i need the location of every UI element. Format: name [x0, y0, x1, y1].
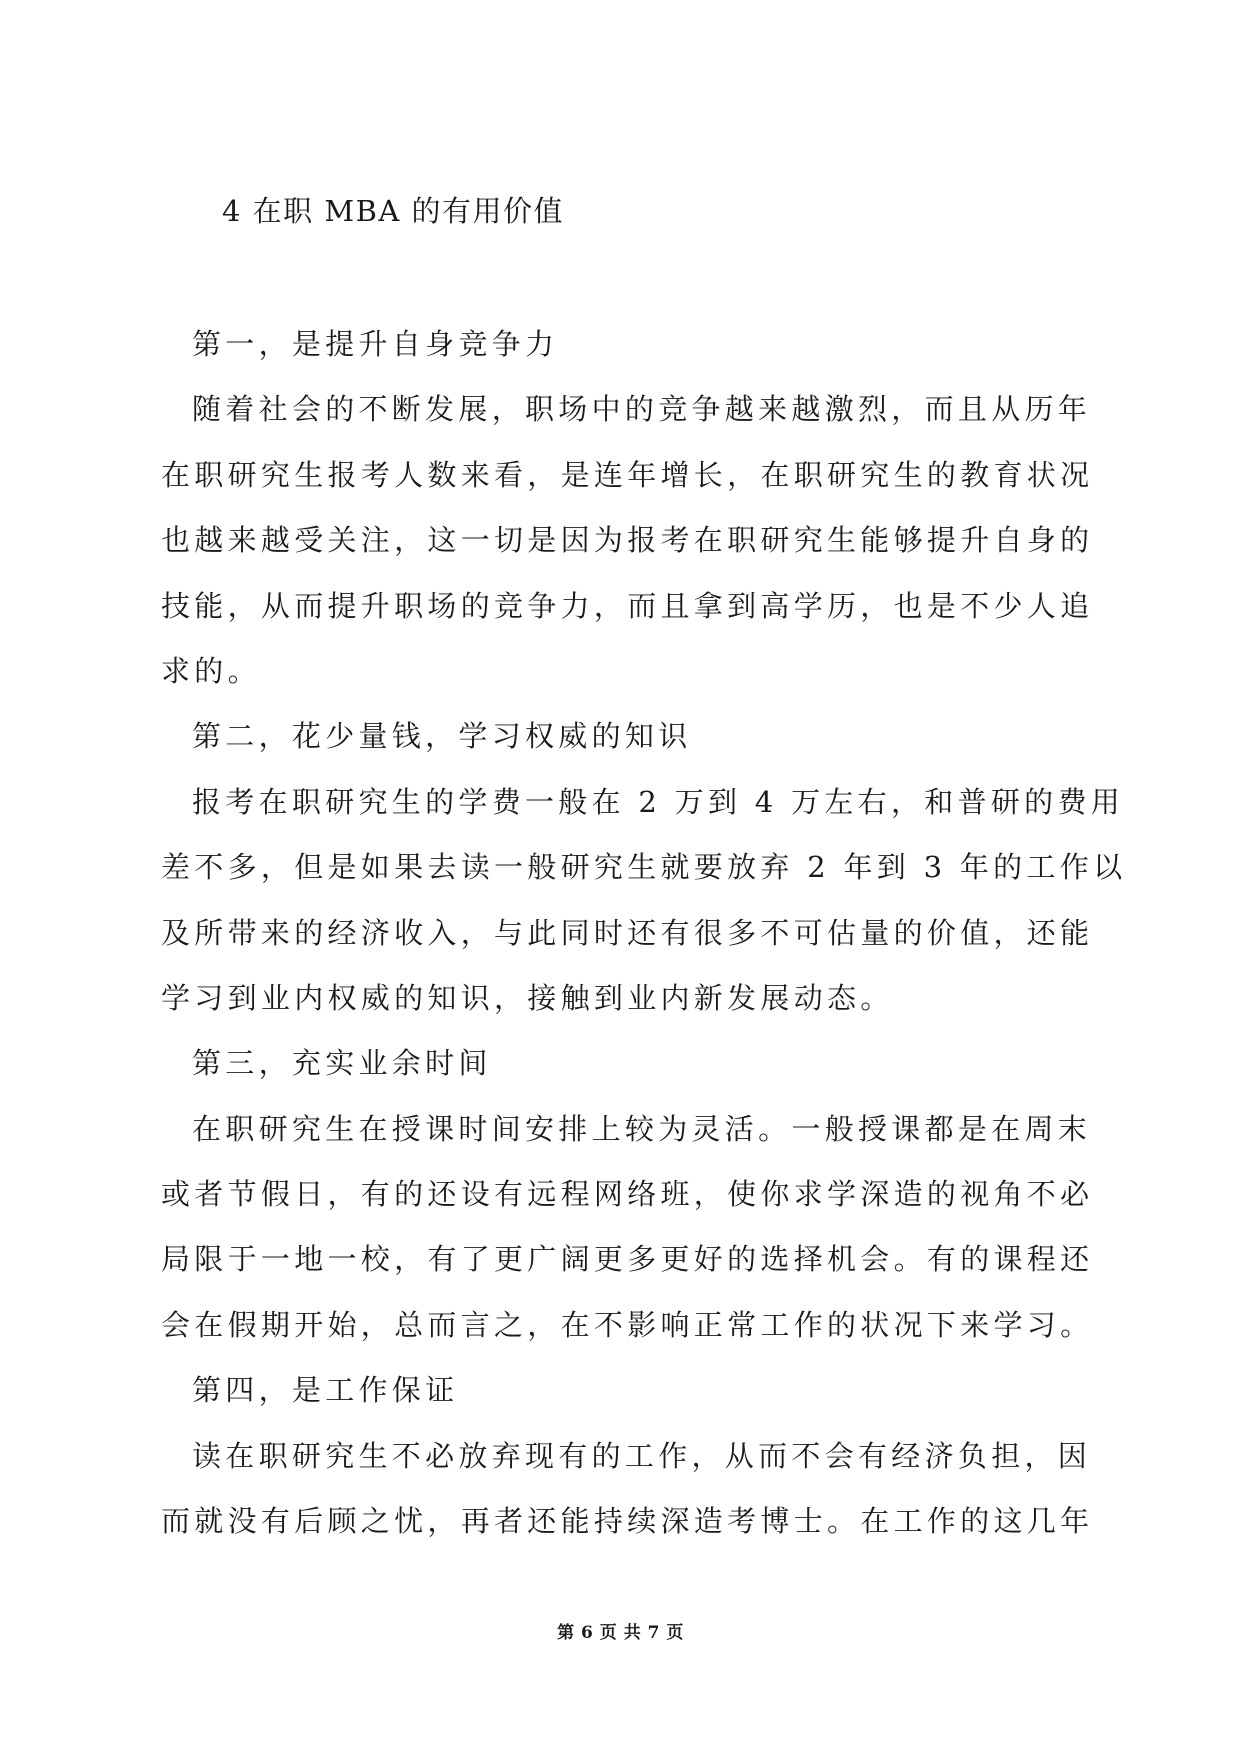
- section-heading: 第一，是提升自身竞争力: [192, 327, 559, 361]
- body-line: 求的。: [161, 653, 261, 688]
- body-line: 读在职研究生不必放弃现有的工作，从而不会有经济负担，因: [192, 1438, 1092, 1473]
- body-line: 随着社会的不断发展，职场中的竞争越来越激烈，而且从历年: [192, 392, 1092, 427]
- body-line: 在职研究生报考人数来看，是连年增长，在职研究生的教育状况: [161, 457, 1094, 492]
- body-line: 或者节假日，有的还设有远程网络班，使你求学深造的视角不必: [161, 1177, 1094, 1212]
- body-line: 差不多，但是如果去读一般研究生就要放弃 2 年到 3 年的工作以: [161, 850, 1127, 885]
- body-line: 学习到业内权威的知识，接触到业内新发展动态。: [161, 980, 894, 1015]
- body-line: 也越来越受关注，这一切是因为报考在职研究生能够提升自身的: [161, 523, 1094, 558]
- body-line: 及所带来的经济收入，与此同时还有很多不可估量的价值，还能: [161, 915, 1094, 950]
- page-footer: 第 6 页 共 7 页: [557, 1623, 684, 1643]
- section-heading: 第二，花少量钱，学习权威的知识: [192, 719, 692, 754]
- document-body: [161, 312, 1127, 1554]
- body-line: 报考在职研究生的学费一般在 2 万到 4 万左右，和普研的费用: [192, 784, 1125, 819]
- section-heading: 第四，是工作保证: [192, 1373, 459, 1408]
- body-line: 在职研究生在授课时间安排上较为灵活。一般授课都是在周末: [192, 1111, 1092, 1146]
- body-line: 会在假期开始，总而言之，在不影响正常工作的状况下来学习。: [161, 1307, 1094, 1342]
- body-line: 技能，从而提升职场的竞争力，而且拿到高学历，也是不少人追: [161, 588, 1094, 623]
- section-heading: 第三，充实业余时间: [192, 1046, 492, 1081]
- document-title: 4 在职 MBA 的有用价值: [222, 194, 565, 228]
- body-line: 而就没有后顾之忧，再者还能持续深造考博士。在工作的这几年: [161, 1504, 1094, 1539]
- body-line: 局限于一地一校，有了更广阔更多更好的选择机会。有的课程还: [161, 1242, 1094, 1277]
